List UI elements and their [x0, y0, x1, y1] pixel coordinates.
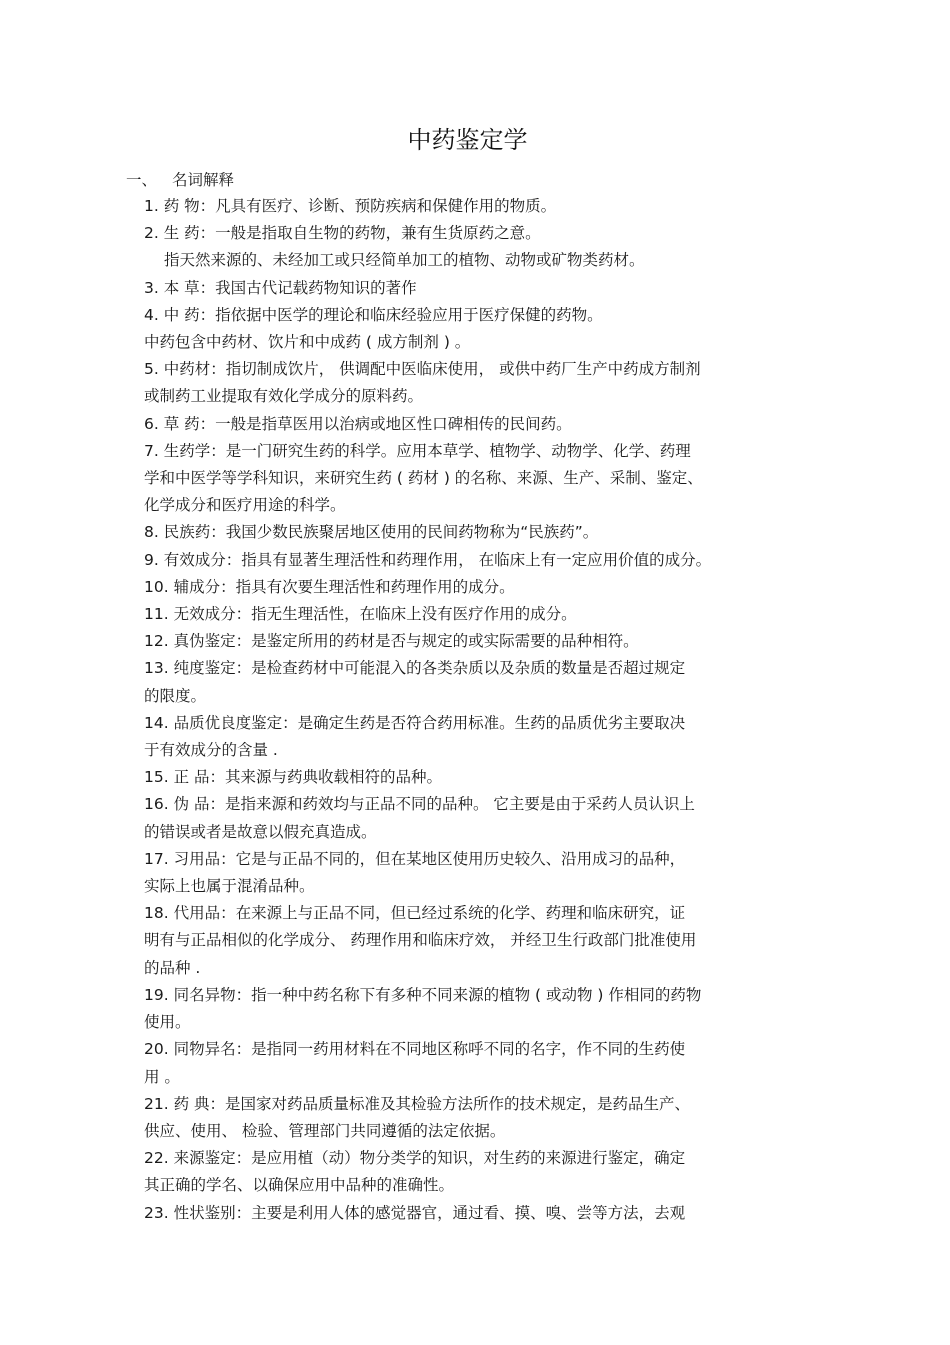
text-line: 其正确的学名、以确保应用中品种的准确性。: [144, 1176, 455, 1195]
text-line: 使用。: [144, 1013, 191, 1032]
text-line: 中药包含中药材、饮片和中成药 ( 成方制剂 ) 。: [144, 333, 471, 352]
text-line: 的错误或者是故意以假充真造成。: [144, 822, 377, 841]
glossary-body: [144, 193, 824, 1227]
page-title: 中药鉴定学: [407, 126, 528, 154]
text-line: 供应、使用、 检验、管理部门共同遵循的法定依据。: [144, 1121, 506, 1140]
text-line: 指天然来源的、未经加工或只经简单加工的植物、动物或矿物类药材。: [164, 251, 645, 270]
section-heading: [126, 170, 234, 190]
text-line: 实际上也属于混淆品种。: [144, 877, 315, 896]
text-line: 的限度。: [144, 686, 207, 705]
text-line: 22. 来源鉴定：是应用植（动）物分类学的知识，对生药的来源进行鉴定，确定: [144, 1149, 686, 1168]
text-line: 23. 性状鉴别：主要是利用人体的感觉器官，通过看、摸、嗅、尝等方法，去观: [144, 1203, 686, 1222]
text-line: 4. 中 药：指依据中医学的理论和临床经验应用于医疗保健的药物。: [144, 305, 603, 324]
text-line: 18. 代用品：在来源上与正品不同，但已经过系统的化学、药理和临床研究，证: [144, 904, 686, 923]
text-line: 11. 无效成分：指无生理活性，在临床上没有医疗作用的成分。: [144, 605, 577, 624]
text-line: 明有与正品相似的化学成分、 药理作用和临床疗效， 并经卫生行政部门批准使用: [144, 931, 697, 950]
text-line: 1. 药 物：凡具有医疗、诊断、预防疾病和保健作用的物质。: [144, 197, 557, 215]
text-line: 学和中医学等学科知识，来研究生药 ( 药材 ) 的名称、来源、生产、采制、鉴定、: [144, 469, 703, 488]
text-line: 于有效成分的含量 .: [144, 741, 278, 760]
text-line: 或制药工业提取有效化学成分的原料药。: [144, 387, 424, 406]
text-line: 9. 有效成分：指具有显著生理活性和药理作用， 在临床上有一定应用价值的成分。: [144, 550, 712, 569]
text-line: 13. 纯度鉴定：是检查药材中可能混入的各类杂质以及杂质的数量是否超过规定: [144, 659, 686, 678]
text-line: 19. 同名异物：指一种中药名称下有多种不同来源的植物 ( 或动物 ) 作相同的药物: [144, 985, 702, 1004]
text-line: 17. 习用品：它是与正品不同的，但在某地区使用历史较久、沿用成习的品种，: [144, 849, 686, 868]
text-line: 12. 真伪鉴定：是鉴定所用的药材是否与规定的或实际需要的品种相符。: [144, 632, 639, 651]
text-line: 用 。: [144, 1067, 180, 1086]
text-line: 14. 品质优良度鉴定：是确定生药是否符合药用标准。生药的品质优劣主要取决: [144, 713, 686, 732]
text-line: 化学成分和医疗用途的科学。: [144, 496, 346, 515]
text-line: 5. 中药材：指切制成饮片， 供调配中医临床使用， 或供中药厂生产中药成方制剂: [144, 360, 701, 379]
text-line: 3. 本 草：我国古代记载药物知识的著作: [144, 278, 417, 297]
text-line: 21. 药 典：是国家对药品质量标准及其检验方法所作的技术规定，是药品生产、: [144, 1094, 691, 1113]
text-line: 20. 同物异名：是指同一药用材料在不同地区称呼不同的名字，作不同的生药使: [144, 1040, 686, 1059]
text-line: 15. 正 品：其来源与药典收载相符的品种。: [144, 768, 443, 787]
section-number: 一、: [126, 171, 158, 189]
text-line: 2. 生 药：一般是指取自生物的药物，兼有生货原药之意。: [144, 224, 541, 243]
text-line: 6. 草 药：一般是指草医用以治病或地区性口碑相传的民间药。: [144, 414, 572, 433]
text-line: 7. 生药学：是一门研究生药的科学。应用本草学、植物学、动物学、化学、药理: [144, 441, 691, 460]
text-line: 的品种 .: [144, 958, 201, 977]
section-label: 名词解释: [172, 171, 235, 189]
text-line: 16. 伪 品：是指来源和药效均与正品不同的品种。 它主要是由于采药人员认识上: [144, 795, 695, 814]
text-line: 8. 民族药：我国少数民族聚居地区使用的民间药物称为“民族药”。: [144, 523, 599, 542]
text-line: 10. 辅成分：指具有次要生理活性和药理作用的成分。: [144, 577, 515, 596]
